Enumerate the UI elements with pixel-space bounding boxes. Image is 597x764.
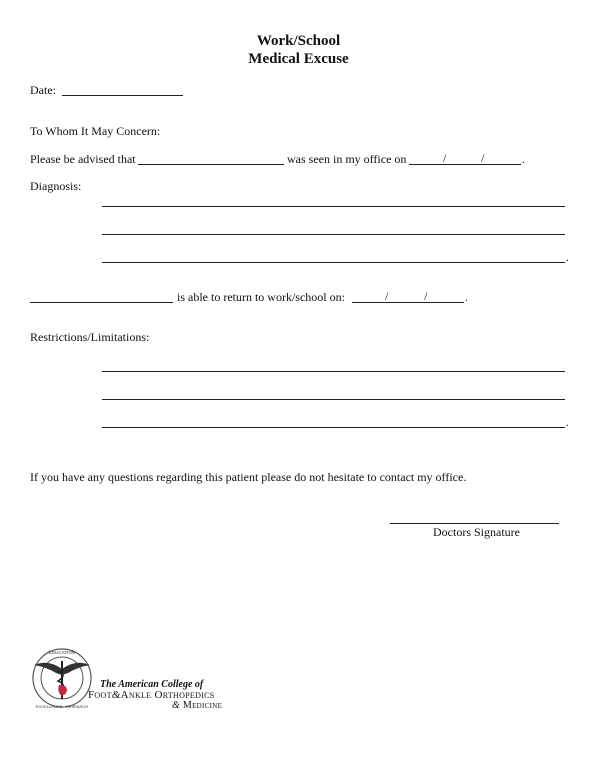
salutation-text: To Whom It May Concern:: [30, 124, 161, 138]
visit-date-separator-1: /: [443, 151, 447, 165]
restrictions-period: .: [566, 415, 569, 429]
advised-middle-text: was seen in my office on: [287, 152, 407, 166]
emblem-bottom-text: EXCELLENCE · RESEARCH: [35, 704, 89, 709]
document-title-line2: Medical Excuse: [248, 51, 349, 67]
logo-line2-rest: Ankle Orthopedics: [120, 689, 215, 701]
visit-date-field-line[interactable]: [409, 164, 521, 165]
return-date-field-line[interactable]: [352, 302, 464, 303]
date-field-line[interactable]: [62, 95, 183, 96]
return-date-separator-1: /: [385, 289, 389, 303]
logo-line3-amp: &: [172, 700, 181, 711]
emblem-icon: [28, 645, 94, 711]
diagnosis-line-3[interactable]: [102, 262, 565, 263]
return-patient-name-field-line[interactable]: [30, 302, 173, 303]
restrictions-line-1[interactable]: [102, 371, 565, 372]
logo-line3-text: Medicine: [182, 700, 223, 711]
logo-line1: The American College of: [100, 679, 204, 690]
document-title-line1: Work/School: [256, 33, 341, 49]
date-label: Date:: [30, 83, 56, 97]
logo-line2-foot: Foot: [88, 689, 112, 701]
return-date-separator-2: /: [424, 289, 428, 303]
closing-text: If you have any questions regarding this patient please do not hesitate to contact my office.: [30, 470, 467, 484]
visit-date-period: .: [522, 152, 525, 166]
restrictions-line-2[interactable]: [102, 399, 565, 400]
organization-logo: [28, 645, 270, 711]
visit-date-separator-2: /: [481, 151, 485, 165]
return-date-period: .: [465, 290, 468, 304]
emblem-top-text: EDUCATION: [48, 650, 76, 655]
diagnosis-label: Diagnosis:: [30, 179, 82, 193]
diagnosis-line-2[interactable]: [102, 234, 565, 235]
logo-line3: [172, 700, 222, 711]
patient-name-field-line[interactable]: [138, 164, 284, 165]
diagnosis-line-1[interactable]: [102, 206, 565, 207]
diagnosis-period: .: [566, 250, 569, 264]
logo-line2-amp: &: [111, 689, 121, 701]
return-text: is able to return to work/school on:: [177, 290, 345, 304]
signature-field-line[interactable]: [390, 523, 559, 524]
advised-prefix-text: Please be advised that: [30, 152, 136, 166]
restrictions-line-3[interactable]: [102, 427, 565, 428]
restrictions-label: Restrictions/Limitations:: [30, 330, 150, 344]
signature-label: Doctors Signature: [433, 525, 520, 539]
